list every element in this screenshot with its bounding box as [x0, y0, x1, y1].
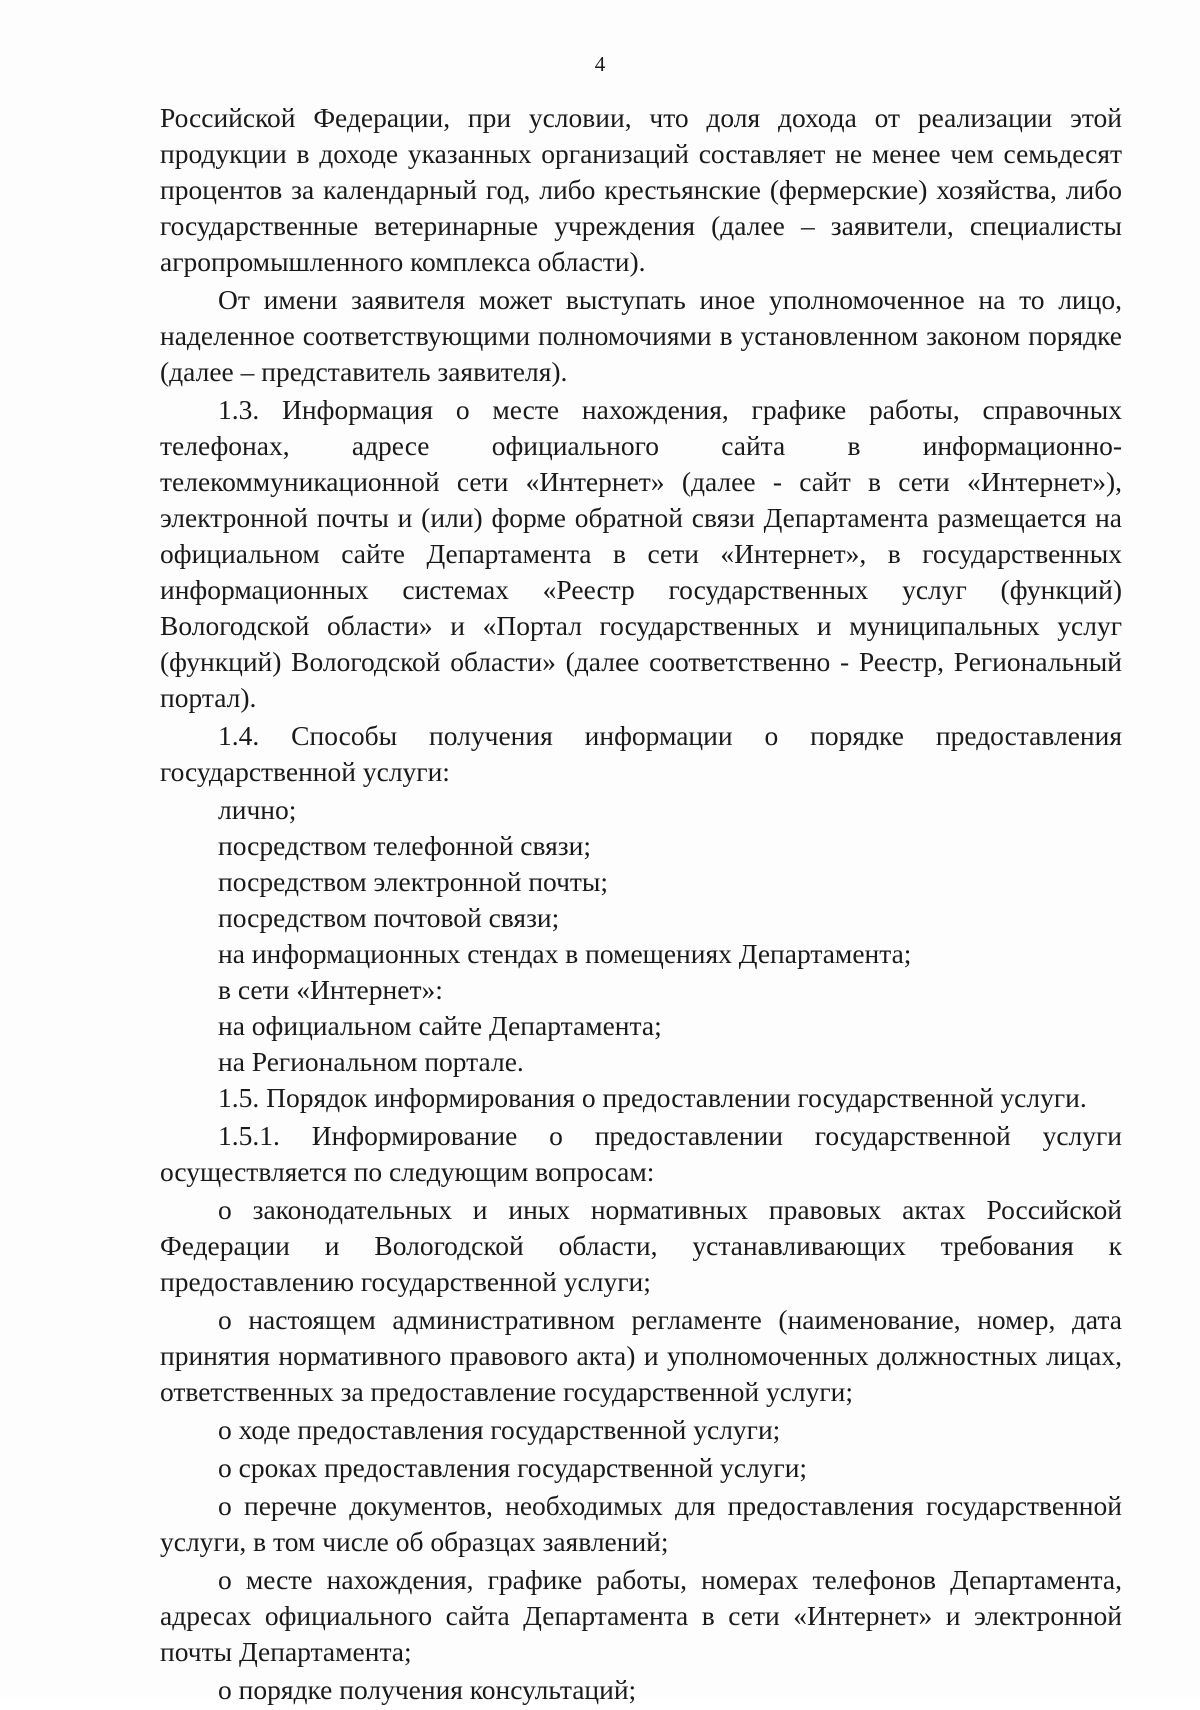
paragraph: о законодательных и иных нормативных правовых актах Российской Федерации и Вологодской области, устанавливающих требования к предоставлению государственной услуги; [160, 1194, 1122, 1297]
paragraph: о настоящем административном регламенте (наименование, номер, дата принятия нормативного правового акта) и уполномоченных должностных лицах, ответственных за предоставление государственной услуги; [160, 1304, 1122, 1407]
paragraph: От имени заявителя может выступать иное уполномоченное на то лицо, наделенное соответствующими полномочиями в установленном законом порядке (далее – представитель заявителя). [160, 284, 1122, 387]
list-item: посредством электронной почты; [218, 866, 609, 897]
paragraph: 1.4. Способы получения информации о порядке предоставления государственной услуги: [160, 720, 1122, 787]
paragraph: о ходе предоставления государственной услуги; [218, 1414, 781, 1445]
paragraph: Российской Федерации, при условии, что доля дохода от реализации этой продукции в доходе указанных организаций составляет не менее чем семьдесят процентов за календарный год, либо крестьянские (фермерские) хозяйства, либо государственные ветеринарные учреждения (далее – заявители, специалисты агропромышленного комплекса области). [160, 102, 1122, 277]
paragraph: 1.5.1. Информирование о предоставлении государственной услуги осуществляется по следующим вопросам: [160, 1120, 1122, 1187]
paragraph: о перечне документов, необходимых для предоставления государственной услуги, в том числе об образцах заявлений; [160, 1490, 1122, 1557]
list-item: на официальном сайте Департамента; [218, 1010, 662, 1041]
paragraph: 1.3. Информация о месте нахождения, графике работы, справочных телефонах, адресе официального сайта в информационно-телекоммуникационной сети «Интернет» (далее - сайт в сети «Интернет»), электронной почты и (или) форме обратной связи Департамента размещается на официальном сайте Департамента в сети «Интернет», в государственных информационных системах «Реестр государственных услуг (функций) Вологодской области» и «Портал государственных и муниципальных услуг (функций) Вологодской области» (далее соответственно - Реестр, Региональный портал). [160, 394, 1122, 713]
paragraph: 1.5. Порядок информирования о предоставлении государственной услуги. [218, 1082, 1087, 1113]
paragraph: о сроках предоставления государственной услуги; [218, 1452, 808, 1483]
paragraph: о месте нахождения, графике работы, номерах телефонов Департамента, адресах официального сайта Департамента в сети «Интернет» и электронной почты Департамента; [160, 1564, 1122, 1667]
list-item: в сети «Интернет»: [218, 974, 443, 1005]
paragraph: о порядке получения консультаций; [218, 1674, 637, 1705]
body-text [160, 100, 1122, 1710]
list-item: на информационных стендах в помещениях Департамента; [218, 938, 912, 969]
list-item: посредством телефонной связи; [218, 830, 591, 861]
list-item: на Региональном портале. [218, 1046, 524, 1077]
list-item: посредством почтовой связи; [218, 902, 560, 933]
page-number: 4 [594, 52, 606, 76]
list-item: лично; [218, 794, 297, 825]
